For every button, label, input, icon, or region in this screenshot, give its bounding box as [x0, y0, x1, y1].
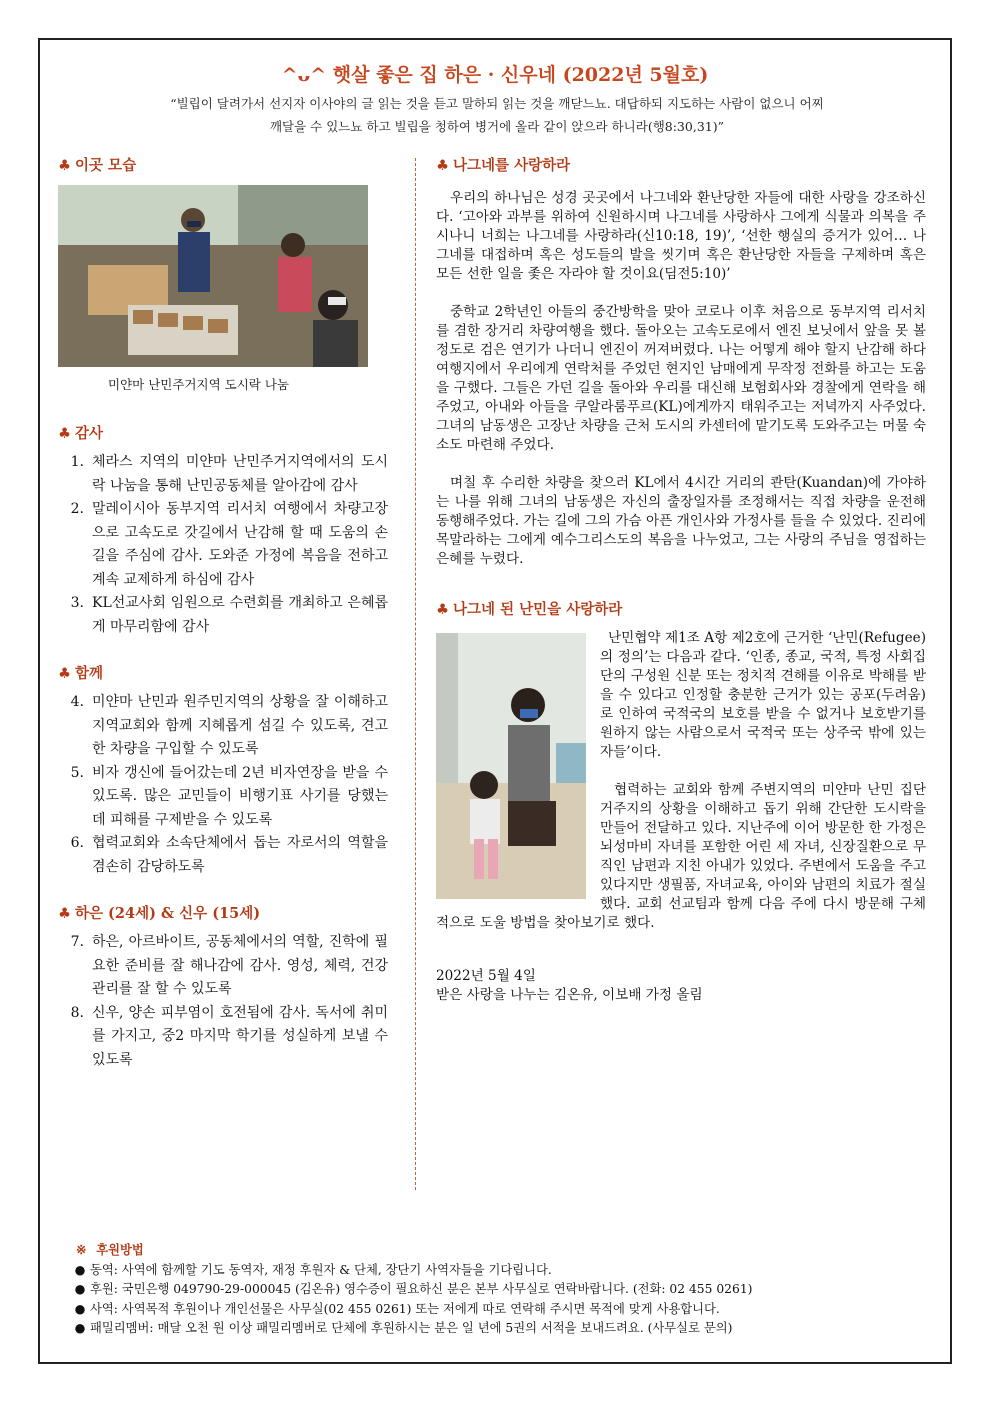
- paragraph-refugee-visit: 협력하는 교회와 함께 주변지역의 미얀마 난민 집단거주지의 상황을 이해하고 돕기 위해 간단한 도시락을 만들어 전달하고 있다. 지난주에 이어 방문한 한 가정은 뇌성마비 자녀를 포함한 어린 세 자녀, 신장질환으로 무직인 남편과 지친 아내가 있었다. 주변에서 도움을 주고 있다지만 생필품, 자녀교육, 아이와 남편의 치료가 절실했다. 교회 선교팀과 함께 다음 주에 다시 방문해 구체적으로 도울 방법을 찾아보기로 했다.: [436, 782, 926, 931]
- refugee-family-photo: [436, 633, 586, 899]
- scripture-verse: [100, 92, 894, 138]
- paragraph-repair: 며칠 후 수리한 차량을 찾으러 KL에서 4시간 거리의 콴탄(Kuandan)에 가야하는 나를 위해 그녀의 남동생은 자신의 출장일자를 조정해서는 직접 차량을 운전해 동행해주었다. 가는 길에 그의 가슴 아픈 개인사와 가정사를 들을 수 있었다. 진리에 목말라하는 그에게 예수그리스도의 복음을 나누었고, 그는 사랑의 주님을 영접하는 은혜를 누렸다.: [436, 475, 926, 567]
- list-item: 1. 체라스 지역의 미얀마 난민주거지역에서의 도시락 나눔을 통해 난민공동체를 알아감에 감사: [70, 454, 388, 494]
- club-icon: ♣: [58, 157, 71, 174]
- bullet-icon: ●: [74, 1301, 86, 1316]
- support-item: ● 패밀리멤버: 매달 오천 원 이상 패밀리멤버로 단체에 후원하시는 분은 일 년에 5권의 서적을 보내드려요. (사무실로 문의): [70, 1319, 940, 1339]
- verse-line-1: “빌립이 달려가서 선지자 이사야의 글 읽는 것을 듣고 말하되 읽는 것을 깨닫느뇨. 대답하되 지도하는 사람이 없으니 어찌: [170, 96, 824, 111]
- list-item: 3. KL선교사회 임원으로 수련회를 개최하고 은혜롭게 마무리함에 감사: [70, 595, 388, 635]
- right-column: [436, 155, 926, 1005]
- club-icon: ♣: [436, 601, 449, 618]
- children-list: [58, 931, 388, 1072]
- club-icon: ♣: [58, 665, 71, 682]
- verse-line-2: 깨달을 수 있느뇨 하고 빌립을 청하여 병거에 올라 같이 앉으라 하니라(행8:30,31)”: [269, 119, 724, 134]
- letter-signer: 받은 사랑을 나누는 김온유, 이보배 가정 올림: [436, 987, 703, 1003]
- left-column: [58, 155, 388, 1072]
- lunchbox-sharing-photo: [58, 185, 368, 367]
- newsletter-frame: [38, 38, 952, 1364]
- list-item: 4. 미얀마 난민과 원주민지역의 상황을 잘 이해하고 지역교회와 함께 지혜롭게 섬길 수 있도록, 견고한 차량을 구입할 수 있도록: [70, 694, 388, 757]
- bullet-icon: ●: [74, 1262, 86, 1277]
- paragraph-trip: 중학교 2학년인 아들의 중간방학을 맞아 코로나 이후 처음으로 동부지역 리서치를 겸한 장거리 차량여행을 했다. 돌아오는 고속도로에서 엔진 보닛에서 앞을 못 볼 정도로 검은 연기가 나더니 엔진이 꺼져버렸다. 나는 어떻게 해야 할지 난감해 하다 여행지에서 우리에게 연락처를 주었던 현지인 남매에게 무작정 전화를 하고는 도움을 구했다. 그들은 가던 길을 돌아와 우리를 대신해 보험회사와 경찰에게 연락을 해주었고, 아내와 아들을 쿠알라룸푸르(KL)에게까지 태워주고는 저녁까지 사주었다. 그녀의 남동생은 고장난 차량을 근처 도시의 카센터에 맡기도록 도와주고는 머물 숙소도 마련해 주었다.: [436, 304, 926, 453]
- photo-illustration: [436, 633, 586, 899]
- together-list: [58, 691, 388, 879]
- bullet-icon: ●: [74, 1321, 86, 1335]
- support-item: ● 사역: 사역목적 후원이나 개인선물은 사무실(02 455 0261) 또는 저에게 따로 연락해 주시면 목적에 맞게 사용합니다.: [70, 1300, 940, 1320]
- section-heading-together: ♣ 함께: [58, 665, 104, 682]
- club-icon: ♣: [58, 425, 71, 442]
- list-item: 7. 하은, 아르바이트, 공동체에서의 역할, 진학에 필요한 준비를 잘 해나감에 감사. 영성, 체력, 건강관리를 잘 할 수 있도록: [70, 934, 388, 997]
- bullet-icon: ●: [74, 1282, 86, 1296]
- newsletter-title: ^ᴗ^ 햇살 좋은 집 하은 · 신우네 (2022년 5월호): [281, 64, 709, 86]
- support-item: ● 동역: 사역에 함께할 기도 동역자, 재정 후원자 & 단체, 장단기 사역자들을 기다립니다.: [70, 1261, 940, 1281]
- list-item: 5. 비자 갱신에 들어갔는데 2년 비자연장을 받을 수 있도록. 많은 교민들이 비행기표 사기를 당했는데 피해를 구제받을 수 있도록: [70, 764, 388, 828]
- thanks-list: [58, 451, 388, 639]
- section-heading-refugees: ♣ 나그네 된 난민을 사랑하라: [436, 601, 623, 618]
- photo-caption: 미얀마 난민주거지역 도시락 나눔: [108, 377, 289, 392]
- support-methods: [70, 1240, 940, 1339]
- section-heading-children: ♣ 하은 (24세) & 신우 (15세): [58, 905, 261, 922]
- club-icon: ♣: [58, 905, 71, 922]
- reference-mark-icon: ※: [76, 1242, 87, 1257]
- list-item: 6. 협력교회와 소속단체에서 돕는 자로서의 역할을 겸손히 감당하도록: [70, 835, 388, 875]
- paragraph-intro: 우리의 하나님은 성경 곳곳에서 나그네와 환난당한 자들에 대한 사랑을 강조하신다. ‘고아와 과부를 위하여 신원하시며 나그네를 사랑하사 그에게 식물과 의복을 주시나니 너희는 나그네를 사랑하라(신10:18, 19)’, ‘선한 행실의 증거가 있어… 나그네를 대접하며 혹은 성도들의 발을 씻기며 혹은 환난당한 자들을 구제하며 혹은 모든 선한 일을 좇은 자라야 할 것이요(딤전5:10)’: [436, 190, 926, 282]
- section-heading-love-strangers: ♣ 나그네를 사랑하라: [436, 157, 571, 174]
- list-item: 2. 말레이시아 동부지역 리서치 여행에서 차량고장으로 고속도로 갓길에서 난감해 할 때 도움의 손길을 주심에 감사. 도와준 가정에 복음을 전하고 계속 교제하게 하심에 감사: [70, 501, 388, 588]
- club-icon: ♣: [436, 157, 449, 174]
- letter-signature: [436, 967, 926, 1005]
- section-heading-thanks: ♣ 감사: [58, 425, 104, 442]
- support-item: ● 후원: 국민은행 049790-29-000045 (김온유) 영수증이 필요하신 분은 본부 사무실로 연락바랍니다. (전화: 02 455 0261): [70, 1280, 940, 1300]
- list-item: 8. 신우, 양손 피부염이 호전됨에 감사. 독서에 취미를 가지고, 중2 마지막 학기를 성실하게 보낼 수 있도록: [70, 1004, 388, 1068]
- letter-date: 2022년 5월 4일: [436, 968, 536, 984]
- photo-illustration: [58, 185, 368, 367]
- support-heading: ※ 후원방법: [76, 1242, 144, 1257]
- section-heading-scene: ♣ 이곳 모습: [58, 157, 137, 174]
- paragraph-refugee-definition: 난민협약 제1조 A항 제2호에 근거한 ‘난민(Refugee)의 정의’는 다음과 같다. ‘인종, 종교, 국적, 특정 사회집단의 구성원 신분 또는 정치적 견해를 이유로 박해를 받을 수 있다고 인정할 충분한 근거가 있는 공포(두려움)로 인하여 국적국의 보호를 받을 수 없거나 보호받기를 원하지 않는 사람으로서 국적국 또는 상주국 밖에 있는 자들’이다.: [600, 630, 926, 760]
- refugee-section-body: [436, 629, 926, 933]
- column-divider: [415, 158, 416, 1190]
